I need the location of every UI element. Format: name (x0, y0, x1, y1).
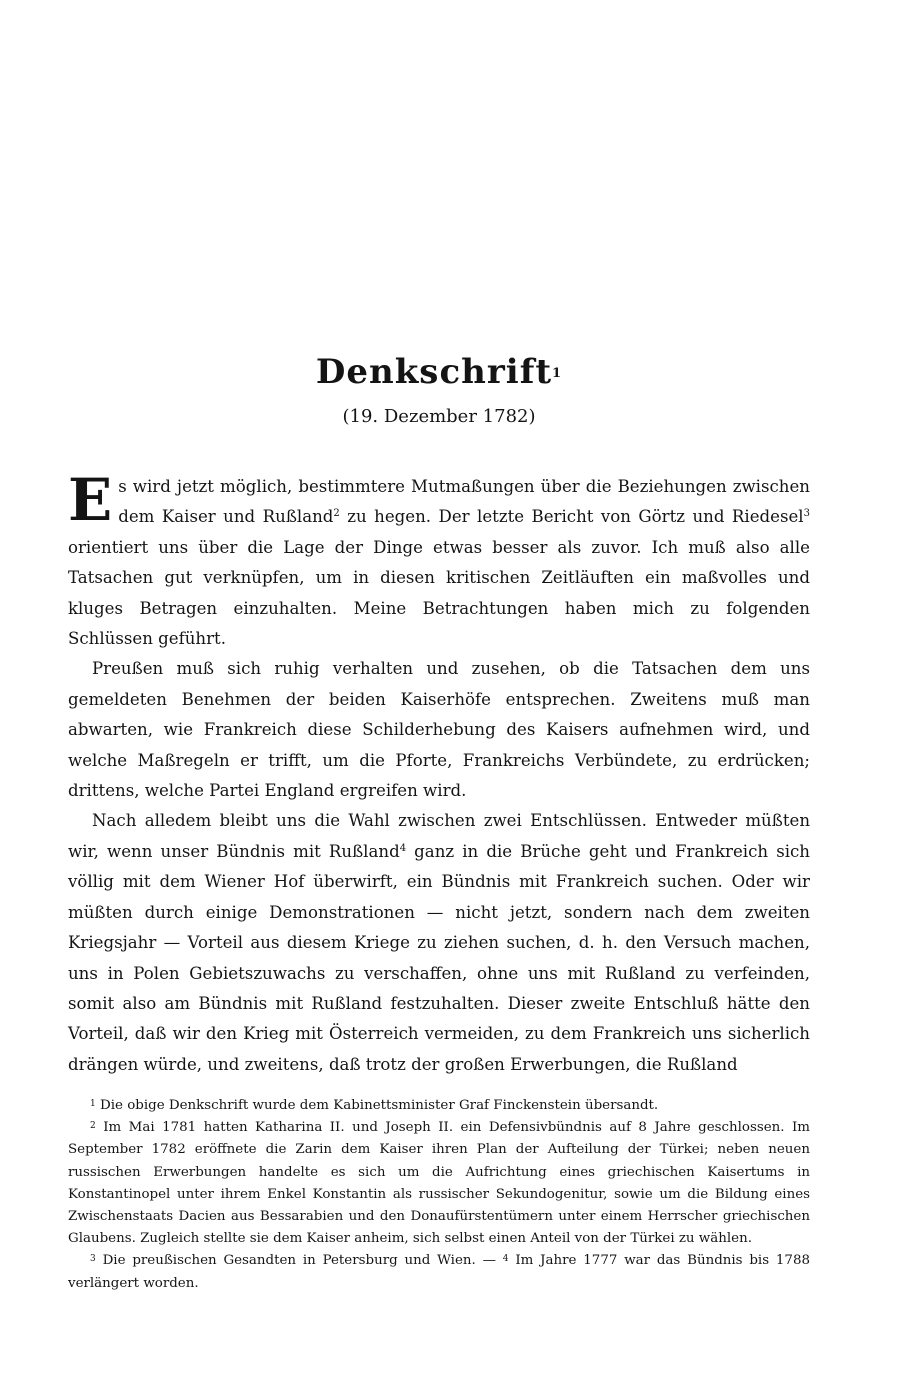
footnote-mark: 2 (90, 1121, 96, 1132)
footnote-mark: 4 (502, 1254, 509, 1265)
document-date: (19. Dezember 1782) (342, 406, 536, 427)
title-text: Denkschrift (315, 352, 553, 392)
footnote-text: Die obige Denkschrift wurde dem Kabinettsminister Graf Finckenstein übersandt. (100, 1098, 659, 1113)
footnotes (68, 1095, 810, 1295)
footnote-text: Die preußischen Gesandten in Petersburg und Wien. — (102, 1253, 496, 1269)
title-footnote-mark: 1 (552, 366, 563, 381)
footnote-mark: 1 (90, 1099, 96, 1109)
footnote-ref: 4 (399, 842, 407, 854)
footnote-mark: 3 (90, 1254, 96, 1265)
paragraph-text: s wird jetzt möglich, bestimmtere Mutmaßungen über die Beziehungen zwischen dem Kaiser und Rußland (118, 477, 810, 527)
footnote-ref: 3 (803, 508, 810, 520)
footnote-2 (68, 1117, 810, 1250)
title-block (68, 352, 810, 430)
paragraph-text: Nach alledem bleibt uns die Wahl zwischen zwei Entschlüssen. Entweder müßten wir, wenn unser Bündnis mit Rußland (68, 811, 810, 861)
drop-cap: E (68, 466, 113, 534)
paragraph-text: orientiert uns über die Lage der Dinge etwas besser als zuvor. Ich muß also alle Tatsachen gut verknüpfen, um in diesen kritischen Zeitläuften ein maßvolles und kluges Betragen einzuhalten. Meine Betrachtungen haben mich zu folgenden Schlüssen geführt. (68, 537, 810, 649)
footnote-1 (68, 1095, 810, 1117)
paragraph-3 (68, 806, 810, 1080)
page-title (68, 352, 810, 392)
footnote-ref: 2 (333, 508, 340, 520)
paragraph-text: zu hegen. Der letzte Bericht von Görtz und Riedesel (339, 507, 804, 527)
footnote-text: Im Mai 1781 hatten Katharina II. und Joseph II. ein Defensivbündnis auf 8 Jahre geschlossen. Im September 1782 eröffnete die Zarin dem Kaiser ihren Plan der Aufteilung der Türkei; neben neuen russischen Erwerbungen handelte es sich um die Aufrichtung eines griechischen Kaisertums in Konstantinopel unter ihrem Enkel Konstantin als russischer Sekundogenitur, sowie um die Bildung eines Zwischenstaats Dacien aus Bessarabien und den Donaufürstentümern unter einem Herrscher griechischen Glaubens. Zugleich stellte sie dem Kaiser anheim, sich selbst einen Anteil von der Türkei zu wählen. (68, 1120, 810, 1247)
footnote-text: Im Jahre 1777 war das Bündnis bis 1788 verlängert worden. (68, 1253, 810, 1291)
paragraph-2: Preußen muß sich ruhig verhalten und zusehen, ob die Tatsachen dem uns gemeldeten Benehmen der beiden Kaiserhöfe entsprechen. Zweitens muß man abwarten, wie Frankreich diese Schilderhebung des Kaisers aufnehmen wird, und welche Maßregeln er trifft, um die Pforte, Frankreichs Verbündete, zu erdrücken; drittens, welche Partei England ergreifen wird. (68, 659, 810, 801)
footnote-3 (68, 1250, 810, 1294)
body-text (68, 466, 810, 1080)
paragraph-text: ganz in die Brüche geht und Frankreich sich völlig mit dem Wiener Hof überwirft, ein Bündnis mit Frankreich suchen. Oder wir müßten durch einige Demonstrationen — nicht jetzt, sondern nach dem zweiten Kriegsjahr — Vorteil aus diesem Kriege zu ziehen suchen, d. h. den Versuch machen, uns in Polen Gebietszuwachs zu verschaffen, ohne uns mit Rußland zu verfeinden, somit also am Bündnis mit Rußland festzuhalten. Dieser zweite Entschluß hätte den Vorteil, daß wir den Krieg mit Österreich vermeiden, zu dem Frankreich uns sicherlich drängen würde, und zweitens, daß trotz der großen Erwerbungen, die Rußland (68, 841, 810, 1074)
paragraph-1 (68, 466, 810, 654)
